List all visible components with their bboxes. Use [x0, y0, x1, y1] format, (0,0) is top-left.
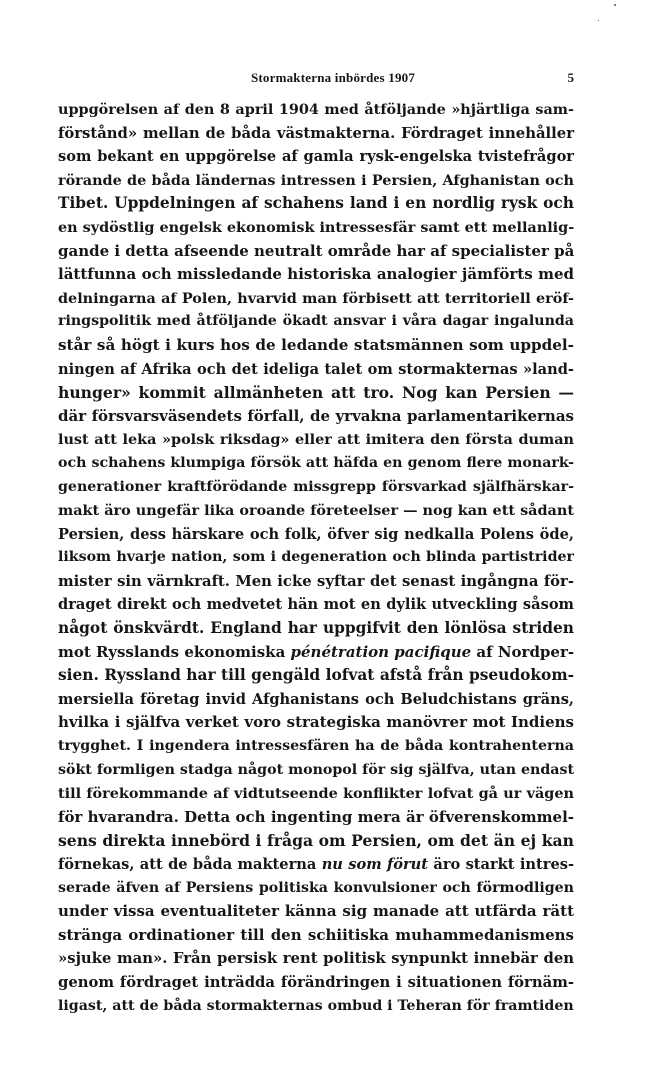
text-line: ringspolitik med åtföljande ökadt ansvar i våra dagar ingalunda: [58, 313, 574, 330]
text-line: står så högt i kurs hos de ledande statsmännen som uppdel-: [58, 335, 574, 354]
paper-speck: [598, 20, 599, 21]
text-line: uppgörelsen af den 8 april 1904 med åtföljande »hjärtliga sam-: [58, 101, 574, 118]
text-line: sien. Ryssland har till gengäld lofvat afstå från pseudokom-: [58, 666, 574, 685]
text-line: för hvarandra. Detta och ingenting mera är öfverenskommel-: [58, 807, 574, 826]
text-line: liksom hvarje nation, som i degeneration och blinda partistrider: [58, 549, 574, 566]
italic-phrase: pénétration pacifique: [290, 642, 472, 661]
text-line: lust att leka »polsk riksdag» eller att imitera den första duman: [58, 431, 574, 449]
text-line: mot Rysslands ekonomiska pénétration pacifique af Nordper-: [58, 642, 575, 661]
text-line: ligast, att de båda stormakternas ombud i Teheran för framtiden: [58, 997, 574, 1014]
page-number: 5: [567, 70, 574, 85]
text-line: ningen af Afrika och det ideliga talet om stormakternas »land-: [58, 360, 574, 378]
text-line: något önskvärdt. England har uppgifvit den lönlösa striden: [58, 619, 574, 638]
text-line: Tibet. Uppdelningen af schahens land i en nordlig rysk och: [58, 194, 574, 213]
text-line: till förekommande af vidtutseende konflikter lofvat gå ur vägen: [58, 785, 574, 803]
text-line: hunger» kommit allmänheten att tro. Nog kan Persien —: [58, 383, 574, 403]
body-text: [58, 98, 574, 1018]
text-line: mister sin värnkraft. Men icke syftar det senast ingångna för-: [58, 572, 574, 590]
text-line: trygghet. I ingendera intressesfären ha de båda kontrahenterna: [58, 738, 574, 755]
text-line: förstånd» mellan de båda västmakterna. Fördraget innehåller: [58, 124, 574, 142]
text-line: gande i detta afseende neutralt område har af specialister på: [58, 241, 575, 260]
text-line: under vissa eventualiteter känna sig manade att utfärda rätt: [58, 902, 574, 921]
running-header: [92, 70, 574, 88]
text-line: »sjuke man». Från persisk rent politisk synpunkt innebär den: [58, 950, 574, 968]
text-line: och schahens klumpiga försök att häfda en genom flere monark-: [58, 454, 574, 471]
text-line: som bekant en uppgörelse af gamla rysk-engelska tvistefrågor: [58, 148, 574, 166]
text-line: sökt formligen stadga något monopol för sig själfva, utan endast: [58, 761, 574, 778]
text-line: Persien, dess härskare och folk, öfver sig nedkalla Polens öde,: [58, 525, 574, 543]
text-line: lättfunna och missledande historiska analogier jämförts med: [58, 265, 574, 284]
text-line: en sydöstlig engelsk ekonomisk intressesfär samt ett mellanlig-: [58, 218, 575, 236]
paper-speck: [614, 4, 616, 6]
text-line: delningarna af Polen, hvarvid man förbisett att territoriell eröf-: [58, 289, 574, 307]
text-line: hvilka i själfva verket voro strategiska manövrer mot Indiens: [58, 713, 574, 732]
text-line: stränga ordinationer till den schiitiska muhammedanismens: [58, 925, 574, 944]
text-line: förnekas, att de båda makterna nu som förut äro starkt intres-: [58, 856, 575, 873]
text-line: makt äro ungefär lika oroande företeelser — nog kan ett sådant: [58, 502, 574, 520]
text-line: rörande de båda ländernas intressen i Persien, Afghanistan och: [58, 171, 574, 189]
text-line: genom fördraget inträdda förändringen i situationen förnäm-: [58, 973, 574, 991]
text-line: generationer kraftförödande missgrepp försvarkad själfhärskar-: [58, 478, 574, 495]
text-line: där försvarsväsendets förfall, de yrvakna parlamentarikernas: [58, 406, 574, 425]
running-title: Stormakterna inbördes 1907: [250, 70, 416, 85]
text-line: sens direkta innebörd i fråga om Persien, om det än ej kan: [58, 831, 574, 851]
text-line: mersiella företag invid Afghanistans och Beludchistans gräns,: [58, 690, 574, 708]
text-line: serade äfven af Persiens politiska konvulsioner och förmodligen: [58, 879, 574, 896]
italic-phrase: nu som förut: [321, 856, 429, 873]
text-line: draget direkt och medvetet hän mot en dylik utveckling såsom: [58, 596, 574, 614]
